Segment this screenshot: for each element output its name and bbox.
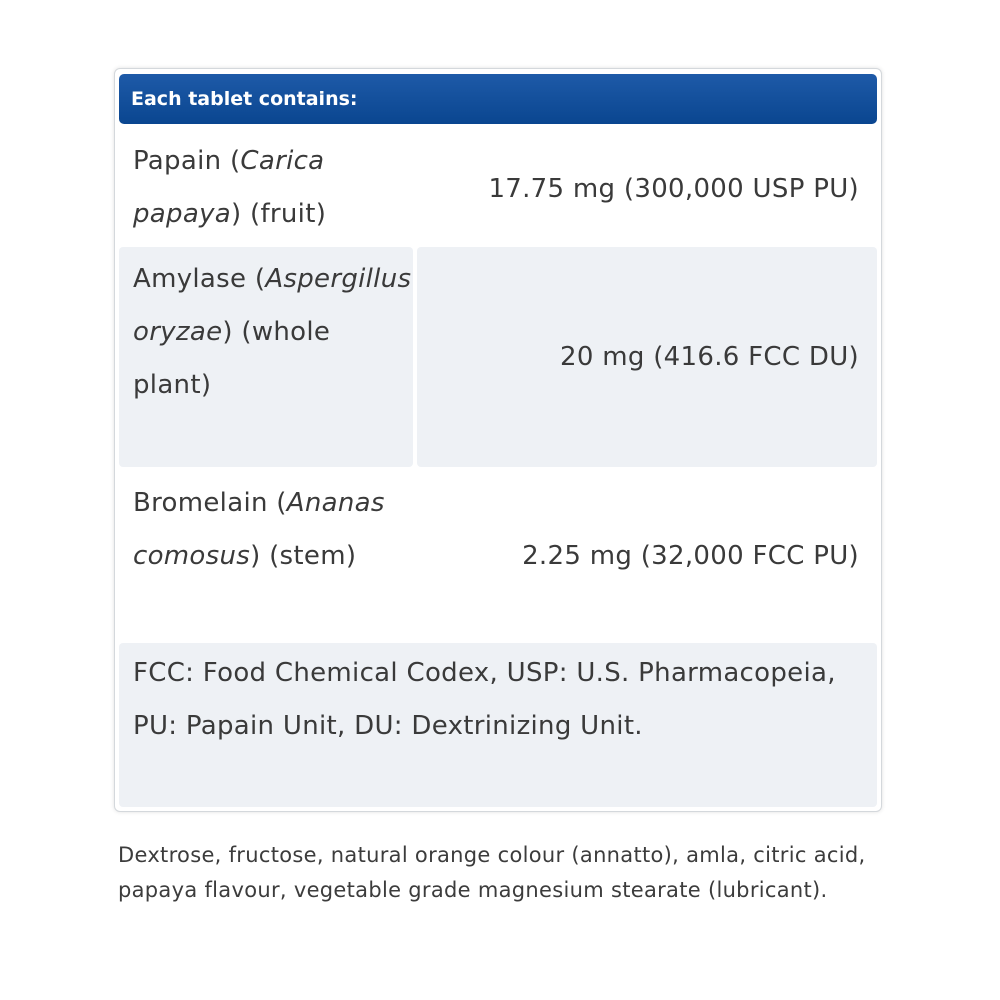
- ingredient-name-bromelain: Bromelain (Ananas comosus) (stem): [133, 488, 385, 571]
- ingredient-name-papain: Papain (Carica papaya) (fruit): [133, 146, 327, 229]
- abbreviation-legend: FCC: Food Chemical Codex, USP: U.S. Pharmacopeia, PU: Papain Unit, DU: Dextrinizing Unit.: [119, 643, 877, 807]
- ingredients-table: [114, 68, 882, 812]
- ingredient-amount-papain: 17.75 mg (300,000 USP PU): [488, 173, 859, 204]
- ingredient-amount-bromelain: 2.25 mg (32,000 FCC PU): [522, 540, 859, 571]
- ingredient-amount-amylase: 20 mg (416.6 FCC DU): [417, 247, 877, 467]
- ingredient-name-amylase: Amylase (Aspergillus oryzae) (whole plant): [119, 247, 413, 467]
- non-medicinal-ingredients: Dextrose, fructose, natural orange colour (annatto), amla, citric acid, papaya flavour, vegetable grade magnesium stearate (lubricant).: [118, 843, 866, 902]
- table-header: Each tablet contains:: [119, 74, 877, 124]
